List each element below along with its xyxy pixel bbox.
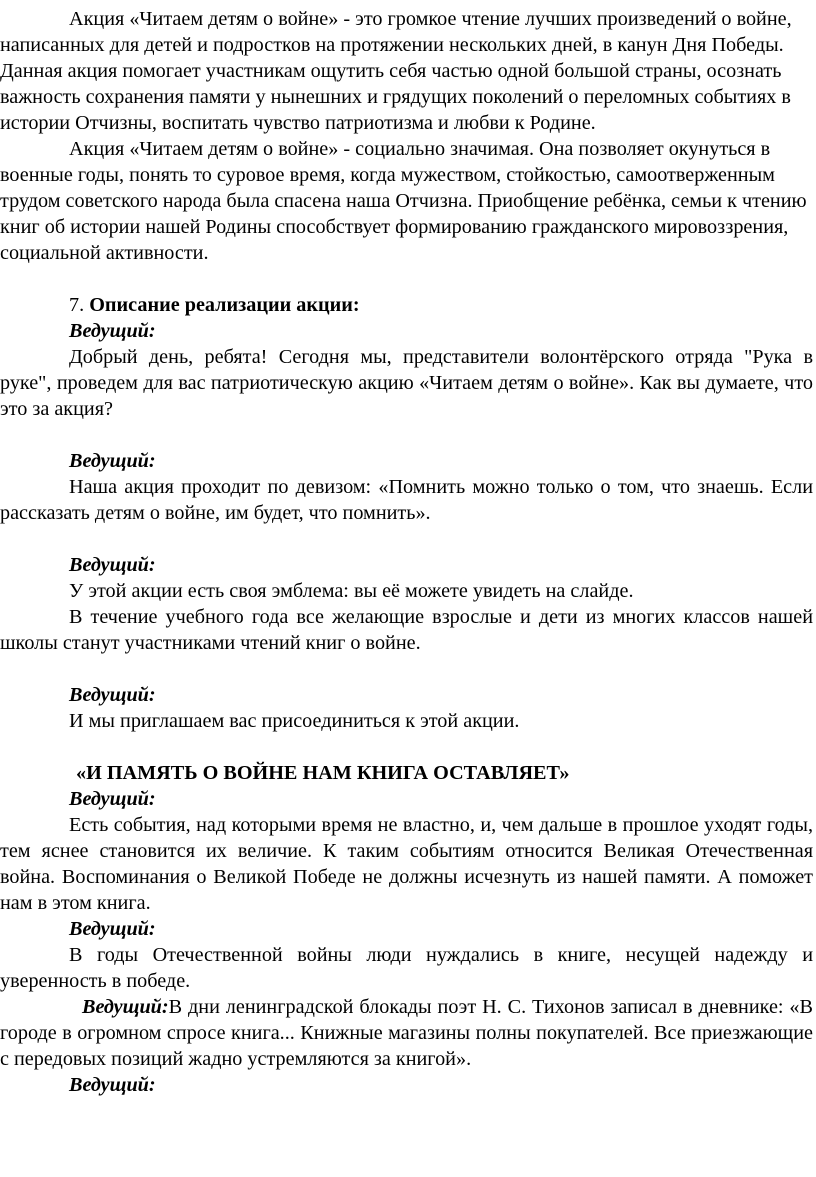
script-paragraph: Есть события, над которыми время не властно, и, чем дальше в прошлое уходят годы, тем яснее становится их величие. К таким событиям относится Великая Отечественная война. Воспоминания о Великой Победе не должны исчезнуть из нашей памяти. А поможет нам в этом книга. bbox=[0, 814, 813, 914]
script-paragraph: У этой акции есть своя эмблема: вы её можете увидеть на слайде. bbox=[69, 580, 634, 602]
speaker-label: Ведущий: bbox=[69, 450, 156, 472]
speaker-label: Ведущий: bbox=[69, 918, 156, 940]
spacer bbox=[0, 734, 813, 760]
speaker-label: Ведущий: bbox=[69, 1074, 156, 1096]
script-paragraph: Наша акция проходит по девизом: «Помнить можно только о том, что знаешь. Если рассказать детям о войне, им будет, что помнить». bbox=[0, 476, 813, 524]
script-paragraph: В течение учебного года все желающие взрослые и дети из многих классов нашей школы станут участниками чтений книг о войне. bbox=[0, 606, 813, 654]
speaker-label: Ведущий: bbox=[69, 684, 156, 706]
speaker-label: Ведущий: bbox=[82, 996, 169, 1018]
section-heading: «И ПАМЯТЬ О ВОЙНЕ НАМ КНИГА ОСТАВЛЯЕТ» bbox=[76, 762, 570, 784]
spacer bbox=[0, 656, 813, 682]
script-paragraph: Добрый день, ребята! Сегодня мы, представители волонтёрского отряда "Рука в руке", проведем для вас патриотическую акцию «Читаем детям о войне». Как вы думаете, что это за акция? bbox=[0, 346, 813, 420]
script-text: В дни ленинградской блокады поэт Н. С. Тихонов записал в дневнике: «В городе в огромном спросе книга... Книжные магазины полны покупателей. Все приезжающие с передовых позиций жадно устремляются за книгой». bbox=[0, 996, 813, 1070]
section-title: Описание реализации акции: bbox=[89, 294, 360, 316]
intro-paragraph-1: Акция «Читаем детям о войне» - это громкое чтение лучших произведений о войне, написанных для детей и подростков на протяжении нескольких дней, в канун Дня Победы. Данная акция помогает участникам ощутить себя частью одной большой страны, осознать важность сохранения памяти у нынешних и грядущих поколений о переломных событиях в истории Отчизны, воспитать чувство патриотизма и любви к Родине. bbox=[0, 8, 792, 134]
spacer bbox=[0, 422, 813, 448]
speaker-label: Ведущий: bbox=[69, 554, 156, 576]
speaker-label: Ведущий: bbox=[69, 320, 156, 342]
section-7-heading bbox=[0, 292, 813, 318]
spacer bbox=[0, 526, 813, 552]
script-paragraph: В годы Отечественной войны люди нуждались в книге, несущей надежду и уверенность в победе. bbox=[0, 944, 813, 992]
script-paragraph: И мы приглашаем вас присоединиться к этой акции. bbox=[69, 710, 520, 732]
spacer bbox=[0, 266, 813, 292]
intro-paragraph-2: Акция «Читаем детям о войне» - социально значимая. Она позволяет окунуться в военные годы, понять то суровое время, когда мужеством, стойкостью, самоотверженным трудом советского народа была спасена наша Отчизна. Приобщение ребёнка, семьи к чтению книг об истории нашей Родины способствует формированию гражданского мировоззрения, социальной активности. bbox=[0, 138, 807, 264]
section-number: 7. bbox=[69, 294, 85, 316]
script-paragraph-with-label bbox=[0, 994, 813, 1072]
speaker-label: Ведущий: bbox=[69, 788, 156, 810]
